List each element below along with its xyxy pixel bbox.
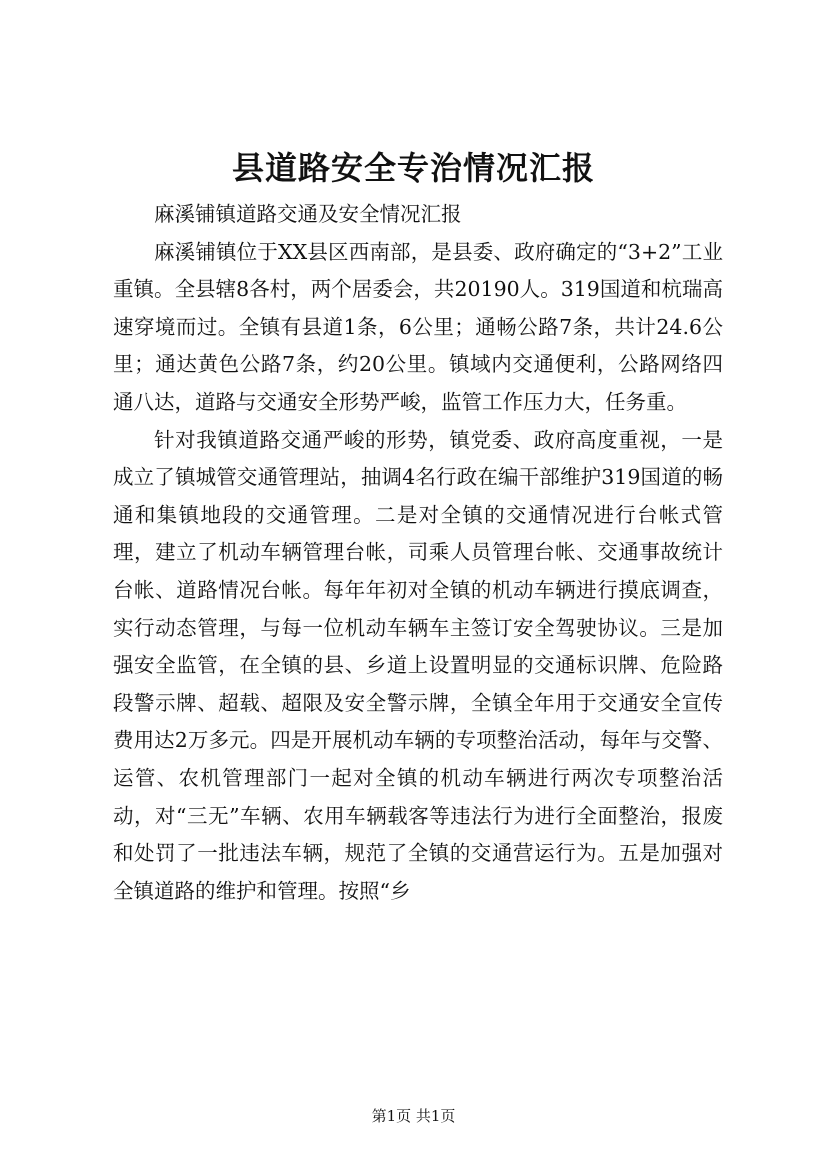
document-title: 县道路安全专治情况汇报	[231, 149, 595, 187]
paragraph-1: 麻溪铺镇位于XX县区西南部，是县委、政府确定的“3+2”工业重镇。全县辖8各村，两个居委会，共20190人。319国道和杭瑞高速穿境而过。全镇有县道1条，6公里；通畅公路7条，共计24.6公里；通达黄色公路7条，约20公里。镇域内交通便利，公路网络四通八达，道路与交通安全形势严峻，监管工作压力大，任务重。	[113, 239, 723, 414]
document-body	[113, 196, 723, 910]
page-footer: 第1页 共1页	[371, 1107, 456, 1125]
subtitle-paragraph: 麻溪铺镇道路交通及安全情况汇报	[154, 202, 462, 226]
paragraph-2: 针对我镇道路交通严峻的形势，镇党委、政府高度重视，一是成立了镇城管交通管理站，抽调4名行政在编干部维护319国道的畅通和集镇地段的交通管理。二是对全镇的交通情况进行台帐式管理，建立了机动车辆管理台帐，司乘人员管理台帐、交通事故统计台帐、道路情况台帐。每年年初对全镇的机动车辆进行摸底调查，实行动态管理，与每一位机动车辆车主签订安全驾驶协议。三是加强安全监管，在全镇的县、乡道上设置明显的交通标识牌、危险路段警示牌、超载、超限及安全警示牌，全镇全年用于交通安全宣传费用达2万多元。四是开展机动车辆的专项整治活动，每年与交警、运管、农机管理部门一起对全镇的机动车辆进行两次专项整治活动，对“三无”车辆、农用车辆载客等违法行为进行全面整治，报废和处罚了一批违法车辆，规范了全镇的交通营运行为。五是加强对全镇道路的维护和管理。按照“乡	[113, 427, 723, 903]
